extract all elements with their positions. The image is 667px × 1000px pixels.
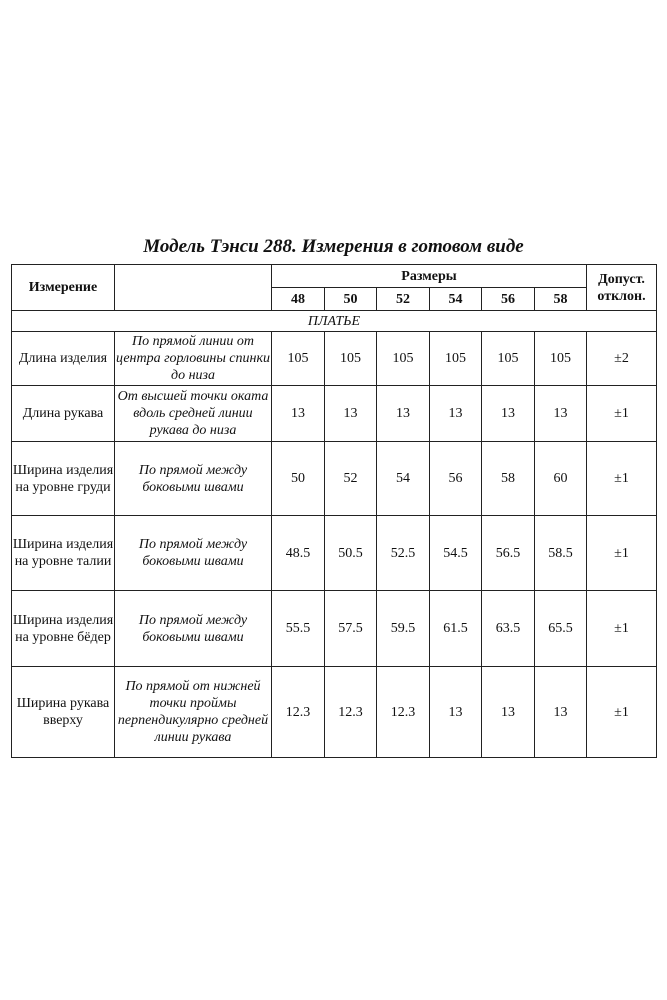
size-value: 105 [482, 332, 535, 386]
measurement-name: Ширина изделия на уровне талии [12, 516, 115, 591]
measurement-description: По прямой линии от центра горловины спинки до низа [115, 332, 272, 386]
size-value: 59.5 [377, 591, 430, 667]
size-value: 13 [482, 667, 535, 758]
table-row [12, 516, 657, 591]
measurement-description: По прямой между боковыми швами [115, 516, 272, 591]
size-header: 56 [482, 288, 535, 311]
tolerance-value: ±1 [587, 667, 657, 758]
size-value: 105 [377, 332, 430, 386]
size-value: 13 [482, 386, 535, 442]
section-label: ПЛАТЬЕ [12, 311, 657, 332]
size-value: 52.5 [377, 516, 430, 591]
measurement-header: Измерение [12, 265, 115, 311]
size-header: 52 [377, 288, 430, 311]
size-value: 105 [535, 332, 587, 386]
size-value: 61.5 [430, 591, 482, 667]
size-value: 58 [482, 442, 535, 516]
size-value: 56.5 [482, 516, 535, 591]
table-row [12, 591, 657, 667]
measurement-description: От высшей точки оката вдоль средней линии рукава до низа [115, 386, 272, 442]
measurement-description: По прямой между боковыми швами [115, 442, 272, 516]
size-value: 52 [325, 442, 377, 516]
tolerance-header: Допуст. отклон. [587, 265, 657, 311]
size-header: 54 [430, 288, 482, 311]
tolerance-value: ±1 [587, 442, 657, 516]
tolerance-value: ±1 [587, 516, 657, 591]
table-row [12, 386, 657, 442]
size-value: 54 [377, 442, 430, 516]
size-value: 13 [535, 386, 587, 442]
measurement-name: Ширина изделия на уровне груди [12, 442, 115, 516]
sizes-header: Размеры [272, 265, 587, 288]
size-value: 105 [325, 332, 377, 386]
tolerance-value: ±1 [587, 591, 657, 667]
size-value: 13 [535, 667, 587, 758]
size-value: 57.5 [325, 591, 377, 667]
size-value: 12.3 [377, 667, 430, 758]
size-header: 58 [535, 288, 587, 311]
size-value: 13 [272, 386, 325, 442]
size-value: 13 [325, 386, 377, 442]
size-value: 105 [272, 332, 325, 386]
measurement-description: По прямой от нижней точки проймы перпендикулярно средней линии рукава [115, 667, 272, 758]
size-value: 58.5 [535, 516, 587, 591]
measurement-name: Длина рукава [12, 386, 115, 442]
size-value: 12.3 [272, 667, 325, 758]
size-value: 56 [430, 442, 482, 516]
size-value: 54.5 [430, 516, 482, 591]
size-value: 65.5 [535, 591, 587, 667]
size-value: 50 [272, 442, 325, 516]
size-value: 55.5 [272, 591, 325, 667]
size-chart-table [11, 264, 657, 758]
size-value: 60 [535, 442, 587, 516]
table-row [12, 332, 657, 386]
measurement-description: По прямой между боковыми швами [115, 591, 272, 667]
size-value: 13 [430, 667, 482, 758]
size-header: 48 [272, 288, 325, 311]
size-value: 13 [377, 386, 430, 442]
tolerance-value: ±2 [587, 332, 657, 386]
table-row [12, 667, 657, 758]
tolerance-value: ±1 [587, 386, 657, 442]
table-row [12, 442, 657, 516]
size-value: 50.5 [325, 516, 377, 591]
measurement-name: Ширина рукава вверху [12, 667, 115, 758]
size-header: 50 [325, 288, 377, 311]
size-value: 13 [430, 386, 482, 442]
measurement-name: Ширина изделия на уровне бёдер [12, 591, 115, 667]
size-value: 12.3 [325, 667, 377, 758]
size-value: 105 [430, 332, 482, 386]
size-value: 48.5 [272, 516, 325, 591]
document-title: Модель Тэнси 288. Измерения в готовом виде [143, 236, 524, 257]
measurement-name: Длина изделия [12, 332, 115, 386]
description-header [115, 265, 272, 311]
size-value: 63.5 [482, 591, 535, 667]
